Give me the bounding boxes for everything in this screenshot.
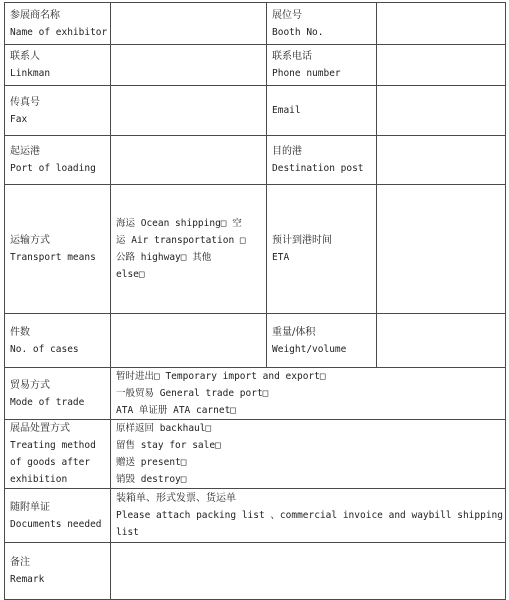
trade-option-general[interactable]: 一般贸易 General trade port□ [116, 388, 269, 399]
row-trade [5, 368, 506, 420]
label-eta-zh: 预计到港时间 [272, 235, 332, 246]
weight-field[interactable] [377, 314, 506, 368]
label-remark [5, 543, 111, 600]
treatment-option-present[interactable]: 赠送 present□ [116, 457, 187, 468]
trade-option-temporary[interactable]: 暂时进出□ Temporary import and export□ [116, 371, 326, 382]
label-transport [5, 185, 111, 314]
label-booth-zh: 展位号 [272, 9, 302, 21]
label-trade [5, 368, 111, 420]
label-eta-en: ETA [272, 252, 290, 263]
row-linkman [5, 45, 506, 86]
label-documents [5, 489, 111, 543]
label-port-loading [5, 136, 111, 185]
exhibitor-shipping-form [4, 2, 506, 600]
label-email [267, 86, 377, 136]
eta-field[interactable] [377, 185, 506, 314]
label-booth-en: Booth No. [272, 26, 324, 38]
label-remark-zh: 备注 [10, 557, 30, 568]
label-treatment-en-line: Treating method [10, 440, 96, 451]
label-linkman-en: Linkman [10, 68, 51, 79]
booth-field[interactable] [377, 3, 506, 45]
label-phone-en: Phone number [272, 68, 341, 79]
trade-option-ata[interactable]: ATA 单证册 ATA carnet□ [116, 405, 237, 416]
row-documents [5, 489, 506, 543]
label-phone [267, 45, 377, 86]
label-treatment-en-line: exhibition [10, 474, 68, 485]
label-booth [267, 3, 377, 45]
label-transport-zh: 运输方式 [10, 235, 50, 246]
label-transport-en: Transport means [10, 252, 96, 263]
label-exhibitor-zh: 参展商名称 [10, 9, 60, 21]
exhibitor-field[interactable] [111, 3, 267, 45]
label-fax-en: Fax [10, 113, 28, 125]
label-treatment [5, 420, 111, 489]
destination-field[interactable] [377, 136, 506, 185]
label-port-loading-zh: 起运港 [10, 146, 40, 157]
label-weight [267, 314, 377, 368]
label-exhibitor-en: Name of exhibitor [10, 26, 108, 38]
label-fax [5, 86, 111, 136]
label-cases-zh: 件数 [10, 326, 30, 338]
label-eta [267, 185, 377, 314]
label-exhibitor [5, 3, 111, 45]
transport-option-line[interactable]: 公路 highway□ 其他 [116, 252, 212, 263]
trade-options [111, 368, 506, 420]
remark-field[interactable] [111, 543, 506, 600]
transport-option-line[interactable]: 海运 Ocean shipping□ 空 [116, 218, 242, 229]
label-linkman [5, 45, 111, 86]
row-ports [5, 136, 506, 185]
transport-option-line[interactable]: else□ [116, 269, 145, 280]
label-cases [5, 314, 111, 368]
label-treatment-zh: 展品处置方式 [10, 423, 70, 434]
row-cases [5, 314, 506, 368]
treatment-option-backhaul[interactable]: 原样返回 backhaul□ [116, 423, 212, 434]
label-destination-zh: 目的港 [272, 146, 302, 157]
treatment-options [111, 420, 506, 489]
transport-options [111, 185, 267, 314]
label-destination-en: Destination post [272, 163, 364, 174]
documents-value-en: Please attach packing list 、commercial invoice and waybill shipping list [116, 510, 503, 538]
label-documents-zh: 随附单证 [10, 501, 50, 513]
label-documents-en: Documents needed [10, 518, 102, 530]
label-weight-en: Weight/volume [272, 343, 347, 355]
label-treatment-en-line: of goods after [10, 457, 91, 468]
label-weight-zh: 重量/体积 [272, 326, 316, 338]
email-field[interactable] [377, 86, 506, 136]
row-exhibitor [5, 3, 506, 45]
label-linkman-zh: 联系人 [10, 51, 40, 62]
row-fax [5, 86, 506, 136]
phone-field[interactable] [377, 45, 506, 86]
row-remark [5, 543, 506, 600]
documents-field[interactable] [111, 489, 506, 543]
transport-option-line[interactable]: 运 Air transportation □ [116, 235, 246, 246]
treatment-option-destroy[interactable]: 销毁 destroy□ [116, 474, 187, 485]
label-remark-en: Remark [10, 574, 45, 585]
label-fax-zh: 传真号 [10, 96, 40, 108]
row-transport [5, 185, 506, 314]
label-phone-zh: 联系电话 [272, 51, 312, 62]
treatment-option-sale[interactable]: 留售 stay for sale□ [116, 440, 221, 451]
label-trade-en: Mode of trade [10, 396, 85, 408]
port-loading-field[interactable] [111, 136, 267, 185]
label-port-loading-en: Port of loading [10, 163, 96, 174]
label-trade-zh: 贸易方式 [10, 379, 50, 391]
label-email-en: Email [272, 105, 301, 116]
label-cases-en: No. of cases [10, 343, 79, 355]
documents-value-zh: 装箱单、形式发票、货运单 [116, 493, 236, 504]
cases-field[interactable] [111, 314, 267, 368]
fax-field[interactable] [111, 86, 267, 136]
linkman-field[interactable] [111, 45, 267, 86]
label-destination [267, 136, 377, 185]
row-treatment [5, 420, 506, 489]
